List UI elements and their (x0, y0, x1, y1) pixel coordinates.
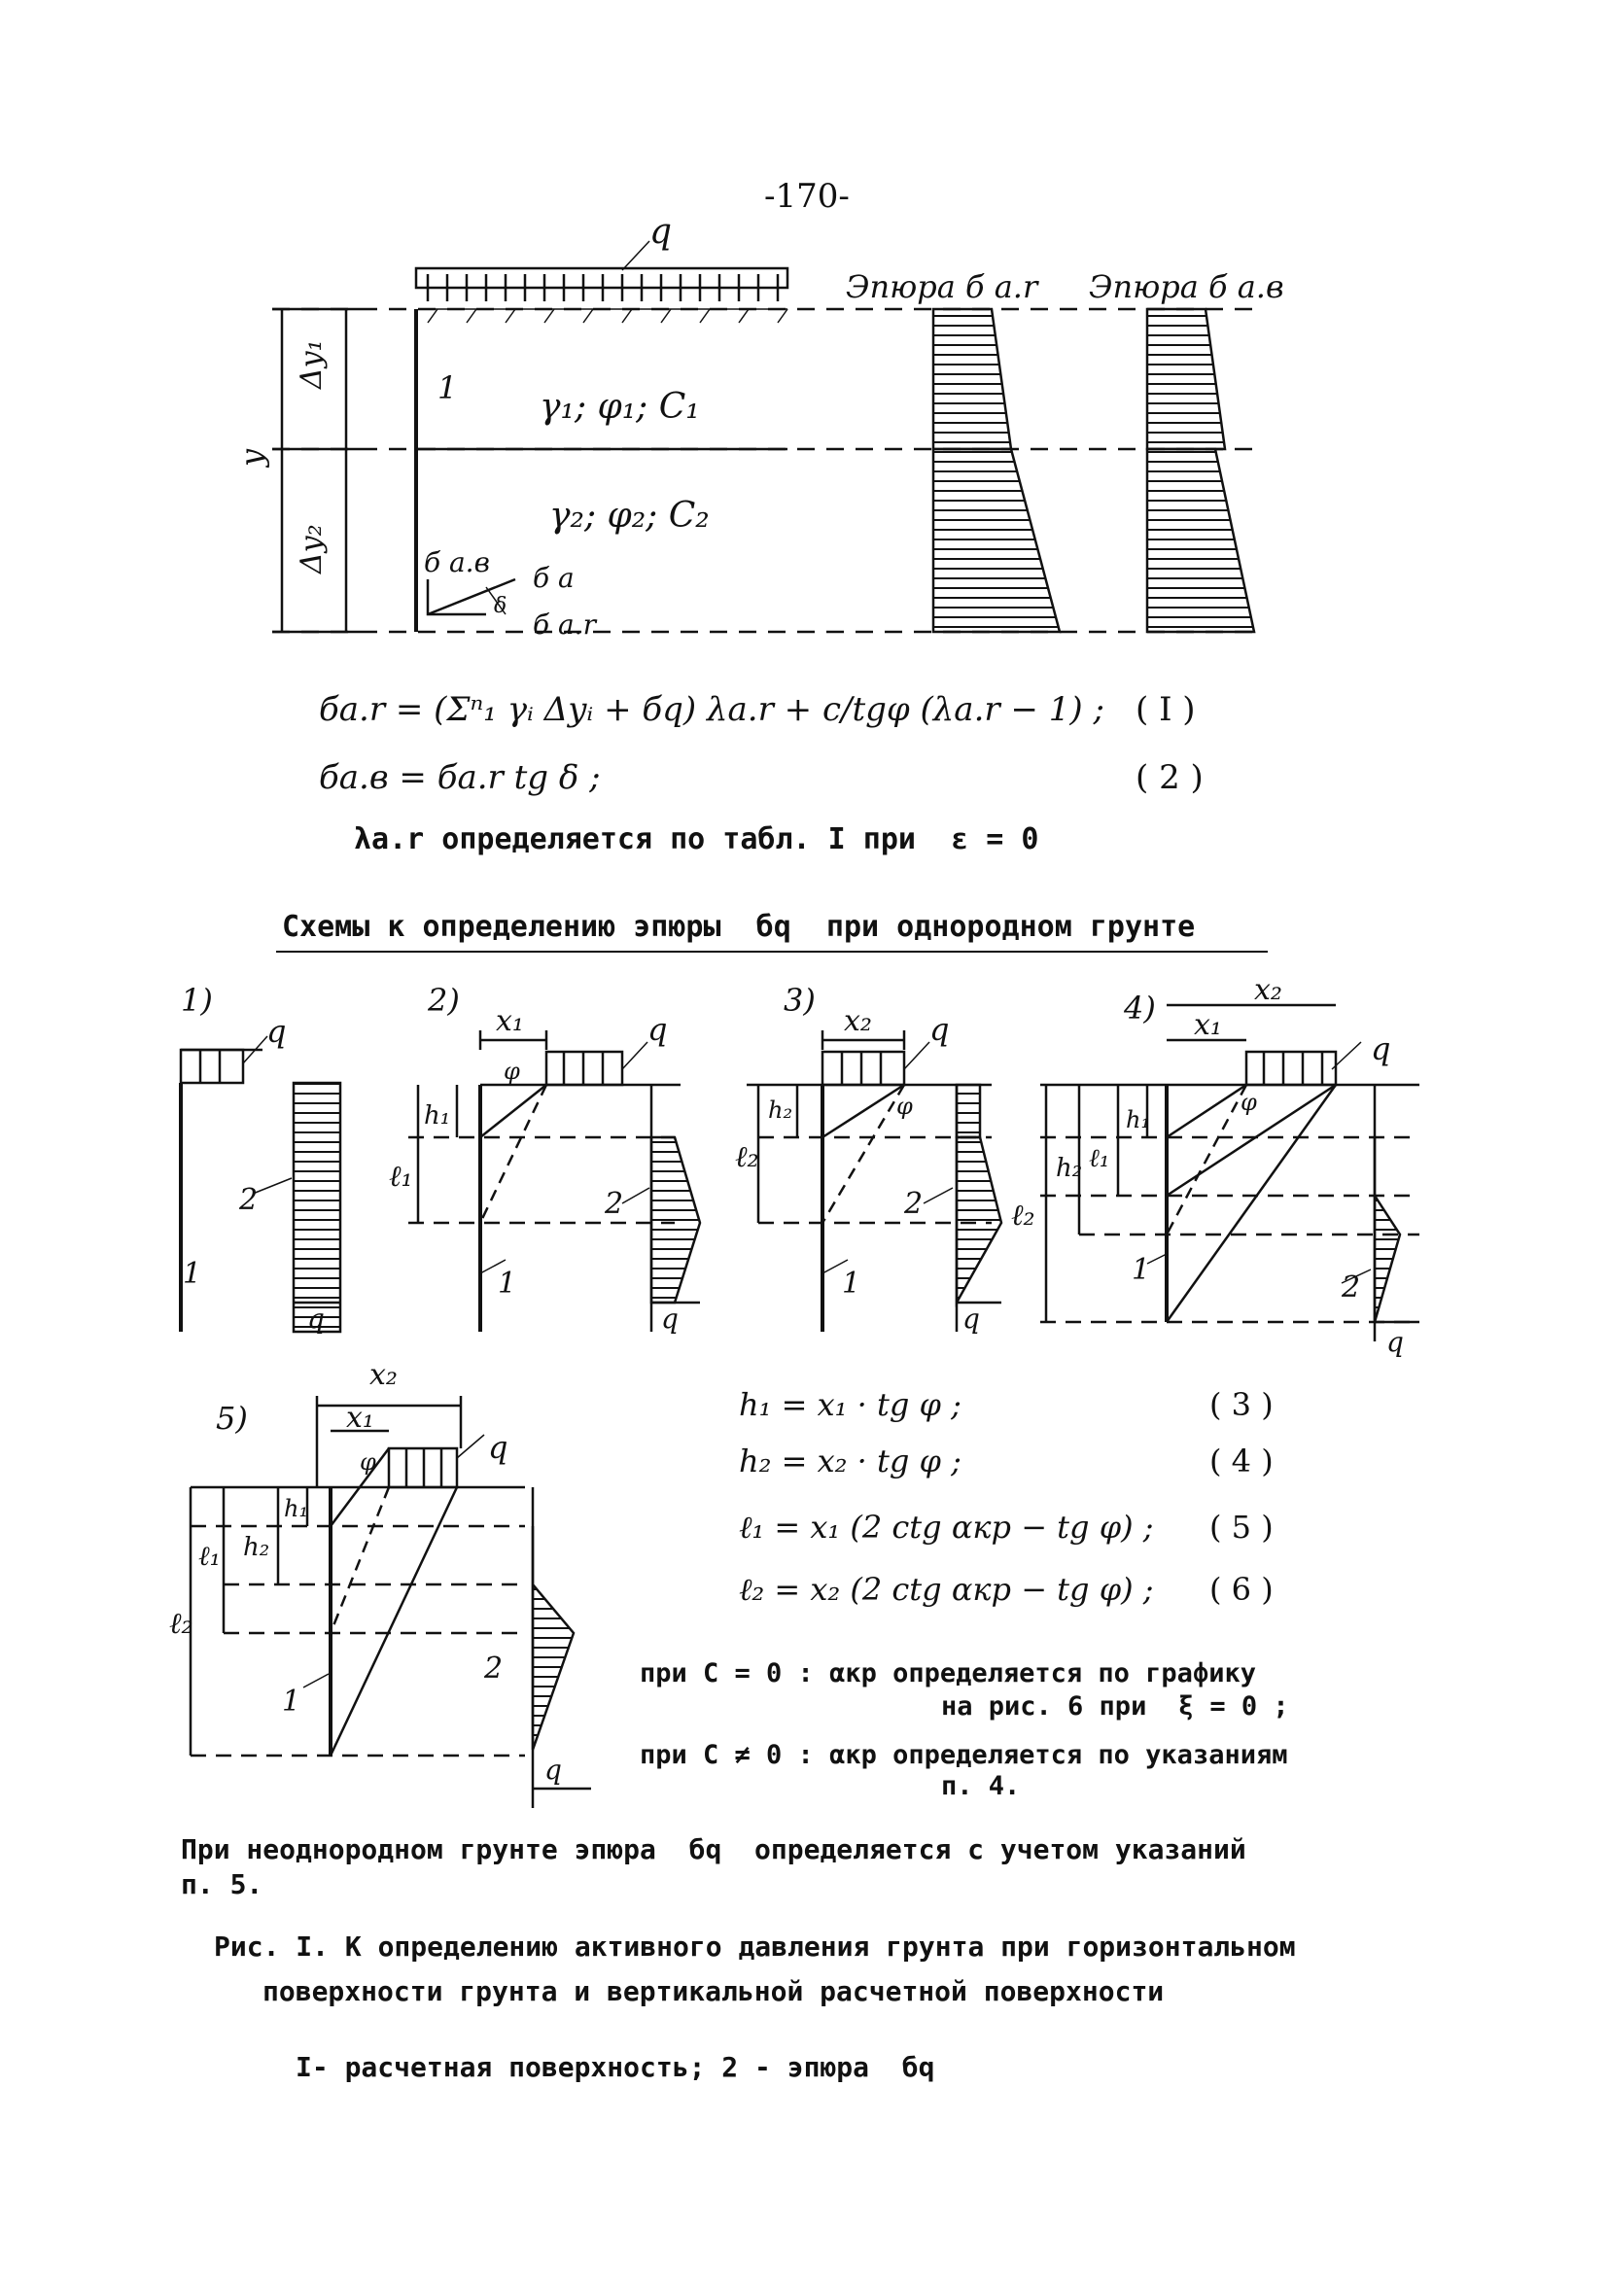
equation-4: h₂ = x₂ · tg φ ; (739, 1443, 961, 1479)
scheme1-q-bottom: q (307, 1303, 325, 1335)
scheme3-num: 3) (784, 982, 816, 1019)
equation-5: ℓ₁ = x₁ (2 ctg αкр − tg φ) ; (739, 1509, 1154, 1546)
scheme1-num: 1) (181, 982, 213, 1019)
equation-4-num: ( 4 ) (1209, 1443, 1274, 1479)
y-label: y (233, 448, 270, 467)
equation-3: h₁ = x₁ · tg φ ; (739, 1386, 961, 1423)
figure-caption-line2: поверхности грунта и вертикальной расчетной поверхности (262, 1975, 1165, 2007)
scheme3-q-bottom: q (962, 1303, 980, 1335)
equation-5-num: ( 5 ) (1209, 1509, 1274, 1546)
scheme5-num: 5) (216, 1400, 248, 1437)
condition-cnot0-line2: п. 4. (941, 1771, 1021, 1801)
condition-cnot0-line1: при C ≠ 0 : αкр определяется по указаниям (640, 1740, 1288, 1770)
scheme5-phi: φ (360, 1448, 376, 1476)
scheme-heading: Схемы к определению эпюры бq при однородном грунте (282, 910, 1196, 944)
scheme-4 (1040, 1005, 1419, 1341)
scheme4-l-1: ℓ₁ (1089, 1144, 1110, 1173)
epure-ab-label: Эпюра б a.в (1089, 268, 1284, 305)
scheme2-l1: 1 (498, 1267, 517, 1301)
equation-2: бa.в = бa.r tg δ ; (319, 758, 601, 797)
scheme2-q-bottom: q (661, 1303, 679, 1335)
equation-2-num: ( 2 ) (1136, 758, 1204, 797)
scheme4-l1: 1 (1132, 1253, 1151, 1287)
scheme2-x1: x₁ (496, 1004, 524, 1038)
scheme3-l-2: ℓ₂ (735, 1140, 759, 1174)
scheme2-phi: φ (504, 1058, 520, 1085)
layer1-props: γ₁; φ₁; C₁ (540, 387, 700, 427)
scheme5-x2: x₂ (369, 1358, 398, 1392)
scheme5-q: q (488, 1429, 508, 1466)
scheme5-l-1: ℓ₁ (198, 1540, 221, 1572)
heading-underline (276, 951, 1268, 953)
scheme5-x1: x₁ (346, 1401, 374, 1435)
scheme5-l1: 1 (282, 1685, 301, 1719)
scheme5-l2: 2 (484, 1652, 504, 1686)
layer1-number: 1 (437, 369, 458, 406)
nonuniform-note-line1: При неоднородном грунте эпюра бq определяется с учетом указаний (181, 1833, 1246, 1865)
dy2-label: Δy₂ (295, 524, 329, 574)
scheme4-l-2: ℓ₂ (1011, 1199, 1035, 1233)
scheme-1 (181, 1036, 340, 1332)
scheme4-l2: 2 (1342, 1270, 1361, 1305)
layer2-props: γ₂; φ₂; C₂ (549, 496, 710, 536)
scheme3-l1: 1 (842, 1267, 861, 1301)
scheme5-q-bottom: q (544, 1754, 562, 1786)
page-number: -170- (764, 177, 850, 216)
nonuniform-note-line2: п. 5. (181, 1868, 263, 1900)
top-q-label: q (649, 212, 673, 252)
scheme5-h1: h₁ (284, 1495, 309, 1522)
scheme-5 (191, 1396, 591, 1808)
delta-label: δ (494, 594, 507, 618)
scheme4-x2: x₂ (1254, 973, 1282, 1007)
scheme4-q-bottom: q (1386, 1326, 1404, 1358)
equation-3-num: ( 3 ) (1209, 1386, 1274, 1423)
scheme5-h2: h₂ (243, 1533, 270, 1562)
scheme3-h2: h₂ (768, 1096, 793, 1124)
scheme4-h2: h₂ (1056, 1154, 1083, 1183)
sigma-ar-label: б a.r (533, 609, 596, 641)
equation-1-num: ( I ) (1136, 690, 1196, 729)
scheme4-num: 4) (1124, 990, 1156, 1026)
scheme4-phi: φ (1241, 1089, 1257, 1116)
figure-legend: I- расчетная поверхность; 2 - эпюра бq (296, 2051, 935, 2083)
condition-c0-line2: на рис. 6 при ξ = 0 ; (941, 1691, 1289, 1722)
scheme3-q: q (929, 1011, 950, 1048)
scheme2-q: q (647, 1011, 668, 1048)
scheme4-q: q (1371, 1030, 1391, 1067)
scheme1-q: q (266, 1013, 287, 1050)
scheme2-h1: h₁ (424, 1101, 451, 1131)
scheme2-l-1: ℓ₁ (389, 1160, 413, 1194)
equation-6-num: ( 6 ) (1209, 1571, 1274, 1608)
sigma-ab-label: б a.в (424, 546, 490, 578)
figure-caption-line1: Рис. I. К определению активного давления грунта при горизонтальном (214, 1931, 1296, 1963)
condition-c0-line1: при C = 0 : αкр определяется по графику (640, 1658, 1256, 1688)
dy1-label: Δy₁ (295, 339, 329, 389)
scheme-3 (747, 1030, 1001, 1332)
sigma-a-label: б a (533, 562, 575, 594)
lambda-note: λa.r определяется по табл. I при ε = 0 (354, 822, 1039, 856)
scheme3-l2: 2 (904, 1187, 924, 1221)
scheme2-num: 2) (428, 982, 460, 1019)
scheme5-l-2: ℓ₂ (169, 1607, 193, 1641)
scheme2-l2: 2 (605, 1187, 624, 1221)
equation-1: бa.r = (Σⁿ₁ γᵢ Δyᵢ + бq) λa.r + c/tgφ (λa.r − 1) ; (319, 690, 1104, 729)
epure-ar-label: Эпюра б a.r (846, 268, 1038, 305)
scheme1-l2: 2 (239, 1183, 259, 1217)
scheme3-x2: x₂ (844, 1004, 872, 1038)
scheme4-h1: h₁ (1126, 1106, 1151, 1133)
equation-6: ℓ₂ = x₂ (2 ctg αкр − tg φ) ; (739, 1571, 1154, 1608)
scheme3-phi: φ (896, 1093, 913, 1120)
scheme1-l1: 1 (183, 1257, 202, 1291)
scheme-2 (408, 1030, 700, 1332)
scheme4-x1: x₁ (1194, 1008, 1222, 1042)
